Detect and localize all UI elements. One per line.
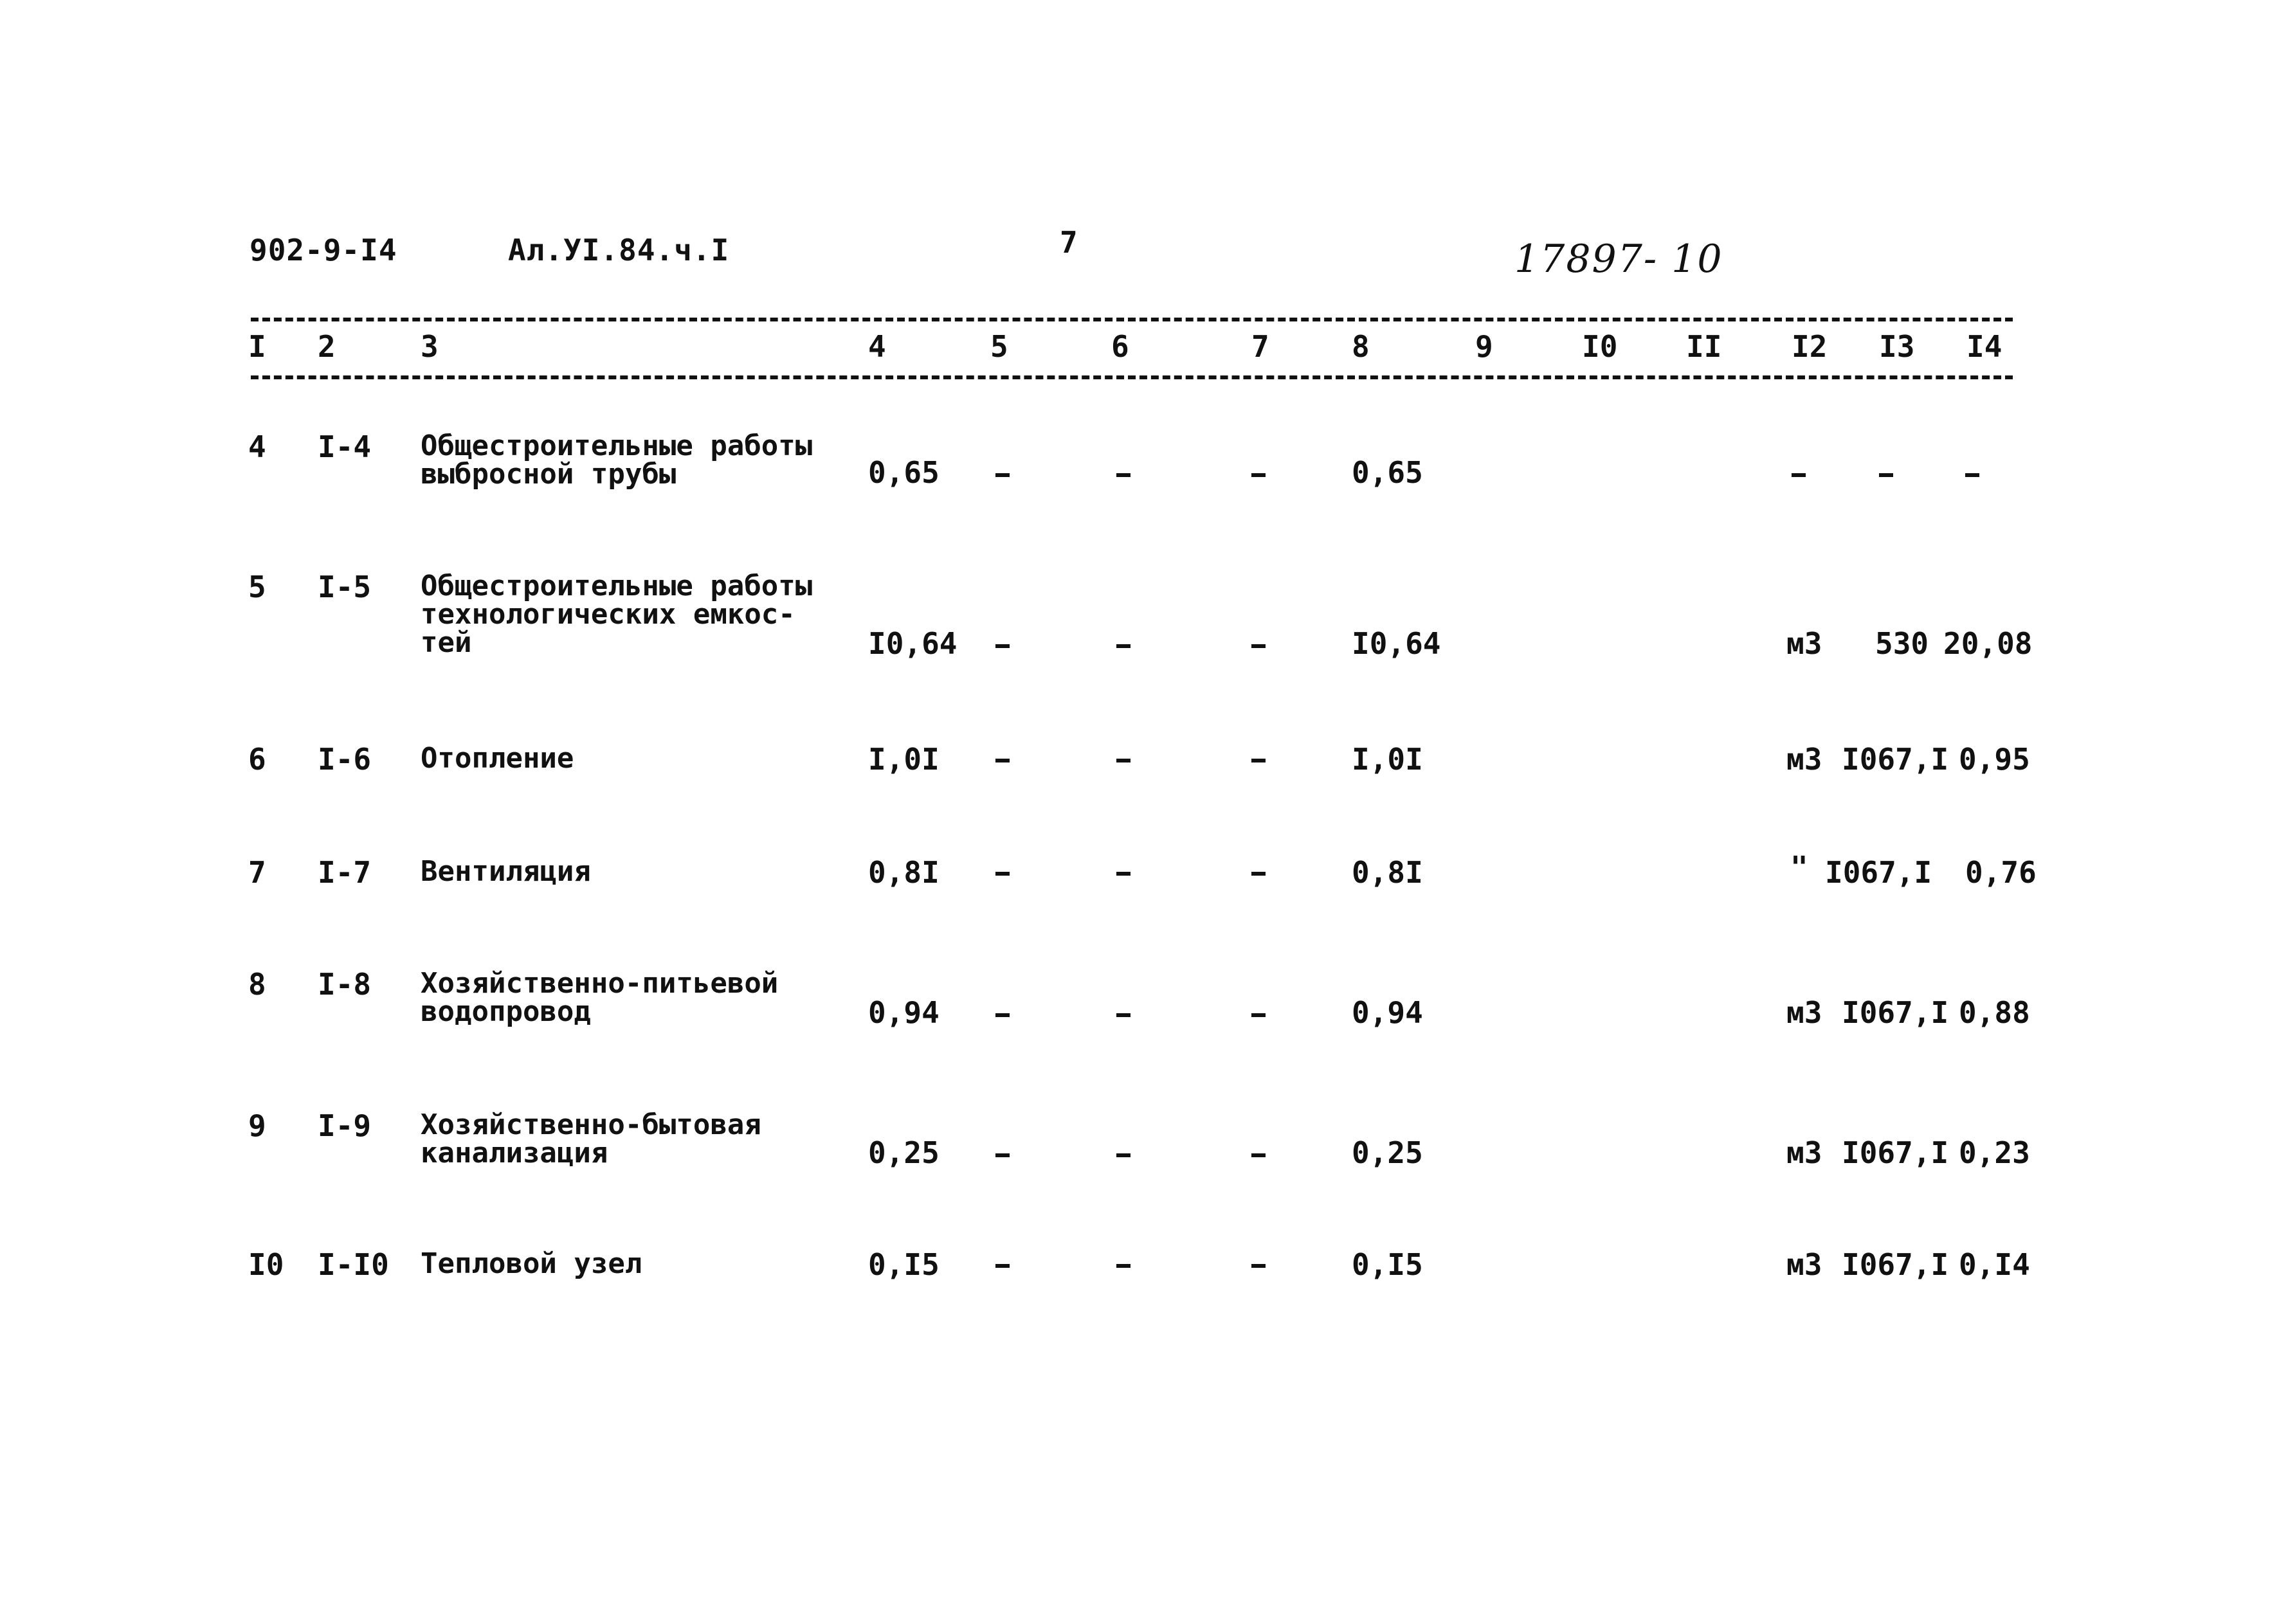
col-num-1: I: [248, 329, 266, 364]
row-col5-dash: [995, 759, 1010, 762]
row-description: Вентиляция: [421, 855, 591, 888]
row-col8: I,0I: [1352, 742, 1423, 777]
row-col7-dash: [1251, 1264, 1266, 1268]
row-col5-dash: [995, 1153, 1010, 1157]
row-col13-dash: [1879, 473, 1893, 477]
row-col6-dash: [1116, 473, 1130, 477]
row-col14: 0,95: [1959, 742, 2030, 777]
row-col6-dash: [1116, 644, 1130, 648]
row-number: 7: [248, 855, 266, 890]
row-quantity: 530: [1875, 626, 1929, 661]
row-number: 8: [248, 967, 266, 1002]
row-col8: 0,65: [1352, 455, 1423, 490]
row-description: Общестроительные работы технологических емкос- тей: [421, 570, 813, 659]
row-col14: 0,76: [1965, 855, 2037, 890]
row-code: I-6: [318, 742, 372, 777]
row-description: Общестроительные работы выбросной трубы: [421, 429, 813, 491]
col-num-4: 4: [868, 329, 886, 364]
row-quantity: I067,I: [1842, 742, 1949, 777]
row-col4: 0,65: [868, 455, 940, 490]
row-number: 4: [248, 429, 266, 464]
row-description: Тепловой узел: [421, 1247, 642, 1280]
row-unit: м3: [1786, 1247, 1822, 1282]
row-quantity: I067,I: [1842, 995, 1949, 1030]
row-number: 5: [248, 570, 266, 604]
row-col4: 0,94: [868, 995, 940, 1030]
row-col8: 0,94: [1352, 995, 1423, 1030]
row-code: I-5: [318, 570, 372, 604]
row-col5-dash: [995, 1013, 1010, 1017]
row-number: I0: [248, 1247, 284, 1282]
row-col14: 0,23: [1959, 1135, 2030, 1170]
row-number: 6: [248, 742, 266, 777]
row-col5-dash: [995, 473, 1010, 477]
row-col6-dash: [1116, 1264, 1130, 1268]
row-col8: 0,I5: [1352, 1247, 1423, 1282]
row-col4: 0,25: [868, 1135, 940, 1170]
col-num-2: 2: [318, 329, 336, 364]
row-unit: м3: [1786, 626, 1822, 661]
row-col14: 20,08: [1943, 626, 2033, 661]
row-code: I-9: [318, 1108, 372, 1143]
col-num-9: 9: [1475, 329, 1493, 364]
row-col7-dash: [1251, 1153, 1266, 1157]
col-num-5: 5: [990, 329, 1008, 364]
col-num-3: 3: [421, 329, 439, 364]
row-col8: I0,64: [1352, 626, 1441, 661]
row-col8: 0,25: [1352, 1135, 1423, 1170]
row-description: Хозяйственно-питьевой водопровод: [421, 967, 779, 1028]
row-col6-dash: [1116, 759, 1130, 762]
row-code: I-I0: [318, 1247, 389, 1282]
row-col6-dash: [1116, 1153, 1130, 1157]
row-col8: 0,8I: [1352, 855, 1423, 890]
col-num-6: 6: [1111, 329, 1129, 364]
header-rule-top: [251, 318, 2013, 321]
row-code: I-8: [318, 967, 372, 1002]
row-description: Отопление: [421, 742, 574, 775]
row-col5-dash: [995, 644, 1010, 648]
row-unit-ditto: ": [1790, 850, 1808, 885]
row-col5-dash: [995, 1264, 1010, 1268]
row-col7-dash: [1251, 473, 1266, 477]
row-col12-dash: [1792, 473, 1806, 477]
handwritten-number: 17897- 10: [1514, 237, 1723, 282]
row-col6-dash: [1116, 1013, 1130, 1017]
col-num-10: I0: [1582, 329, 1618, 364]
col-num-11: II: [1686, 329, 1722, 364]
row-unit: м3: [1786, 995, 1822, 1030]
row-col7-dash: [1251, 1013, 1266, 1017]
row-unit: м3: [1786, 1135, 1822, 1170]
row-col7-dash: [1251, 872, 1266, 876]
row-code: I-4: [318, 429, 372, 464]
row-col14-dash: [1965, 473, 1979, 477]
row-quantity: I067,I: [1842, 1247, 1949, 1282]
col-num-13: I3: [1879, 329, 1915, 364]
document-code: 902-9-I4: [250, 233, 397, 267]
row-col4: I0,64: [868, 626, 958, 661]
col-num-8: 8: [1352, 329, 1370, 364]
row-description: Хозяйственно-бытовая канализация: [421, 1108, 761, 1169]
row-col4: 0,8I: [868, 855, 940, 890]
page-number: 7: [1060, 225, 1078, 260]
col-num-7: 7: [1251, 329, 1269, 364]
col-num-12: I2: [1792, 329, 1828, 364]
row-col4: 0,I5: [868, 1247, 940, 1282]
row-col14: 0,I4: [1959, 1247, 2030, 1282]
row-unit: м3: [1786, 742, 1822, 777]
album-reference: Ал.УI.84.ч.I: [508, 233, 730, 267]
col-num-14: I4: [1966, 329, 2002, 364]
row-number: 9: [248, 1108, 266, 1143]
row-quantity: I067,I: [1825, 855, 1932, 890]
row-col5-dash: [995, 872, 1010, 876]
row-code: I-7: [318, 855, 372, 890]
header-rule-bottom: [251, 375, 2013, 379]
row-col14: 0,88: [1959, 995, 2030, 1030]
row-col7-dash: [1251, 644, 1266, 648]
row-col7-dash: [1251, 759, 1266, 762]
row-col6-dash: [1116, 872, 1130, 876]
row-col4: I,0I: [868, 742, 940, 777]
row-quantity: I067,I: [1842, 1135, 1949, 1170]
